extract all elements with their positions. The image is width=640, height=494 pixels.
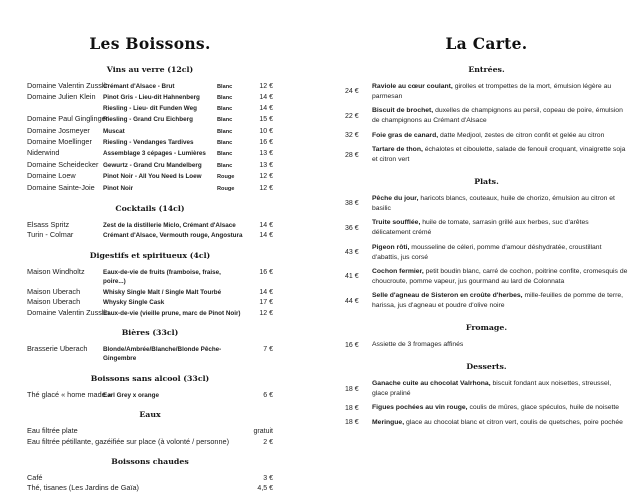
dish-name: Cochon fermier, <box>372 267 424 275</box>
menu-row <box>27 308 273 318</box>
dish-price: 18 € <box>345 385 359 393</box>
producer-name: Maison Windholtz <box>27 266 85 276</box>
drink-description: Muscat <box>103 127 125 135</box>
dish-price: 22 € <box>345 112 359 120</box>
dish-name: Pêche du jour, <box>372 194 419 202</box>
wine-color: Blanc <box>217 151 233 158</box>
dish-price: 18 € <box>345 404 359 412</box>
dish-price: 43 € <box>345 249 359 257</box>
drink-price: gratuit <box>253 428 273 436</box>
drink-price: 14 € <box>259 288 273 296</box>
drink-description: Riesling - Grand Cru Eichberg <box>103 116 193 124</box>
producer-name: Maison Uberach <box>27 297 81 307</box>
menu-section <box>345 362 628 428</box>
drink-price: 3 € <box>263 474 273 482</box>
drink-name: Thé, tisanes (Les Jardins de Gaïa) <box>27 483 139 493</box>
drink-price: 14 € <box>259 222 273 230</box>
dish-name: Foie gras de canard, <box>372 131 439 139</box>
menu-row <box>27 92 273 103</box>
section-heading: Digestifs et spiritueux (4cl) <box>89 250 211 260</box>
dish-description: mousseline de céleri, pomme d'amour déshydratée, croustillant d'abattis, jus corsé <box>372 243 602 261</box>
drink-description: Earl Grey x orange <box>103 391 159 399</box>
menu-row <box>27 344 273 364</box>
dish-text <box>372 145 628 165</box>
dish-description: mille-feuilles de pomme de terre, harissa, jus d'agneau et poudre d'olive noire <box>372 292 624 310</box>
page-title-boissons: Les Boissons. <box>89 34 211 53</box>
dish-row <box>345 340 628 350</box>
wine-color: Rouge <box>217 174 235 181</box>
section-heading: Entrées. <box>468 65 505 74</box>
dish-row <box>345 418 628 428</box>
section-heading: Fromage. <box>465 323 508 333</box>
wine-color: Rouge <box>217 185 235 192</box>
producer-name: Maison Uberach <box>27 286 81 296</box>
section-heading: Bières (33cl) <box>121 327 179 337</box>
dish-row <box>345 379 628 399</box>
dish-description: girolles et trompettes de la mort, émulsion légère au parmesan <box>372 83 612 100</box>
menu-row <box>27 183 273 194</box>
drink-description: Pinot Noir <box>103 184 134 192</box>
drink-price: 16 € <box>259 139 273 147</box>
menu-section <box>27 374 273 400</box>
dish-price: 32 € <box>345 132 359 140</box>
wine-color: Blanc <box>217 128 233 135</box>
menu-section <box>27 65 273 194</box>
drink-description: Whisky Single Malt / Single Malt Tourbé <box>103 288 222 296</box>
producer-name: Domaine Julien Klein <box>27 92 96 102</box>
drink-description: Pinot Noir - All You Need Is Loew <box>103 173 202 181</box>
dish-row <box>345 291 628 311</box>
dish-row <box>345 243 628 263</box>
producer-name: Domaine Loew <box>27 171 76 181</box>
wine-color: Blanc <box>217 140 233 147</box>
drink-description: Eaux-de-vie (vieille prune, marc de Pinot Noir) <box>103 309 241 317</box>
drink-description: Blonde/Ambrée/Blanche/Blonde Pêche-Gingembre <box>103 345 222 363</box>
carte-sections <box>345 65 628 428</box>
menu-section <box>27 410 273 447</box>
drink-price: 12 € <box>259 83 273 90</box>
drink-name: Eau filtrée pétillante, gazéifiée sur place (à volonté / personne) <box>27 436 230 446</box>
dish-text <box>372 418 628 428</box>
dish-text <box>372 291 628 311</box>
producer-name: Domaine Paul Ginglinger <box>27 114 109 124</box>
dish-text <box>372 403 628 413</box>
drink-price: 13 € <box>259 161 273 169</box>
dish-row <box>345 106 628 126</box>
menu-section <box>345 323 628 350</box>
menu-section <box>27 204 273 241</box>
dish-row <box>345 218 628 238</box>
drink-description: Riesling - Lieu- dit Funden Weg <box>103 104 197 112</box>
dish-price: 28 € <box>345 151 359 159</box>
dish-price: 41 € <box>345 273 359 281</box>
dish-description: duxelles de champignons au persil, copeau de poire, émulsion de champignons au Crémant d'Alsace <box>372 107 623 125</box>
menu-row <box>27 390 273 400</box>
drink-name: Café <box>27 472 43 482</box>
drink-description: Pinot Gris - Lieu-dit Hahnenberg <box>103 94 200 102</box>
drink-price: 12 € <box>259 184 273 192</box>
drink-price: 15 € <box>259 116 273 124</box>
drink-name: Eau filtrée plate <box>27 426 78 436</box>
drink-price: 4,5 € <box>257 485 273 493</box>
drink-price: 14 € <box>259 104 273 112</box>
dish-text <box>372 243 628 263</box>
menu-row <box>27 81 273 92</box>
menu-section <box>345 177 628 311</box>
dish-name: Meringue, <box>372 418 405 426</box>
producer-name: Domaine Josmeyer <box>27 125 90 135</box>
section-heading: Desserts. <box>466 362 507 372</box>
producer-name: Turin - Colmar <box>27 230 74 240</box>
wine-color: Blanc <box>217 162 233 169</box>
drink-price: 14 € <box>259 94 273 102</box>
dish-text <box>372 379 628 399</box>
dish-text <box>372 267 628 287</box>
dish-description: datte Medjool, zestes de citron confit et gelée au citron <box>440 131 605 139</box>
drink-description: Assemblage 3 cépages - Lumières <box>103 150 206 158</box>
wine-color: Blanc <box>217 84 233 90</box>
page-title-carte: La Carte. <box>445 34 528 53</box>
wine-color: Blanc <box>217 117 233 124</box>
menu-row <box>27 114 273 125</box>
dish-description: huile de tomate, sarrasin grillé aux herbes, suc d'arêtes délicatement crémé <box>372 219 589 237</box>
producer-name: Thé glacé « home made » <box>27 389 112 399</box>
menu-row <box>27 267 273 287</box>
producer-name: Domaine Sainte-Joie <box>27 182 95 192</box>
menu-row <box>27 126 273 137</box>
dish-price: 24 € <box>345 88 359 96</box>
dish-price: 18 € <box>345 419 359 427</box>
drink-price: 6 € <box>263 391 273 399</box>
dish-name: Ganache cuite au chocolat Valrhona, <box>372 380 491 388</box>
section-heading: Cocktails (14cl) <box>115 204 185 214</box>
dish-text <box>372 106 628 126</box>
section-heading: Eaux <box>139 410 161 420</box>
section-heading: Boissons chaudes <box>111 456 189 466</box>
drink-description: Zest de la distillerie Miclo, Crémant d'Alsace <box>103 222 236 230</box>
dish-description: haricots blancs, couteaux, huile de chorizo, émulsion au citron et basilic <box>372 194 615 212</box>
menu-row <box>27 473 273 483</box>
drink-price: 2 € <box>263 438 273 446</box>
producer-name: Domaine Scheidecker <box>27 159 99 169</box>
menu-row <box>27 104 273 114</box>
dish-name: Biscuit de brochet, <box>372 107 434 115</box>
dish-text <box>372 82 628 102</box>
menu-row <box>27 148 273 159</box>
menu-section <box>27 328 273 364</box>
menu-row <box>27 171 273 182</box>
dish-price: 38 € <box>345 200 359 208</box>
dish-description: glace au chocolat blanc et citron vert, coulis de quetsches, poire pochée <box>406 418 623 426</box>
menu-row <box>27 220 273 230</box>
wine-color: Blanc <box>217 95 233 102</box>
dish-name: Figues pochées au vin rouge, <box>372 404 468 412</box>
dish-price: 36 € <box>345 224 359 232</box>
drink-description: Eaux-de-vie de fruits (framboise, fraise, poire...) <box>103 268 221 286</box>
dish-description: petit boudin blanc, carré de cochon, poitrine confite, cromesquis de choucroute, pomme vapeur, jus gourmand au lard de Colonnata <box>372 267 628 285</box>
producer-name: Domaine Valentin Zusslin <box>27 81 110 90</box>
dish-description: échalotes et ciboulette, salade de fenouil croquant, vinaigrette soja et citron vert <box>372 146 626 164</box>
page-boissons <box>0 0 320 493</box>
menu-row <box>27 160 273 171</box>
dish-name: Pigeon rôti, <box>372 243 410 251</box>
section-heading: Vins au verre (12cl) <box>106 65 194 74</box>
drink-description: Riesling - Vendanges Tardives <box>103 139 194 147</box>
producer-name: Domaine Valentin Zusslin <box>27 307 110 317</box>
dish-row <box>345 82 628 102</box>
dish-price: 44 € <box>345 297 359 305</box>
producer-name: Domaine Moellinger <box>27 137 92 147</box>
section-heading: Plats. <box>474 176 499 186</box>
dish-name: Raviole au cœur coulant, <box>372 83 453 90</box>
dish-text <box>372 131 628 141</box>
dish-row <box>345 145 628 165</box>
boissons-sections <box>27 65 273 494</box>
drink-price: 10 € <box>259 127 273 135</box>
dish-row <box>345 131 628 141</box>
dish-row <box>345 403 628 413</box>
drink-price: 12 € <box>259 173 273 181</box>
section-heading: Boissons sans alcool (33cl) <box>90 373 210 383</box>
drink-price: 16 € <box>259 268 273 276</box>
menu-section <box>345 65 628 165</box>
dish-row <box>345 194 628 214</box>
menu-row <box>27 426 273 436</box>
menu-row <box>27 287 273 297</box>
wine-color: Blanc <box>217 105 233 112</box>
producer-name: Elsass Spritz <box>27 220 70 230</box>
drink-description: Whysky Single Cask <box>103 299 165 307</box>
menu-row <box>27 230 273 240</box>
drink-price: 17 € <box>259 299 273 307</box>
drink-description: Crémant d'Alsace, Vermouth rouge, Angostura <box>103 232 243 240</box>
producer-name: Niderwind <box>27 148 60 158</box>
drink-description: Crémant d'Alsace - Brut <box>103 83 175 90</box>
dish-row <box>345 267 628 287</box>
drink-price: 13 € <box>259 150 273 158</box>
dish-description: biscuit fondant aux noisettes, streussel, glace praliné <box>372 380 612 398</box>
menu-section <box>27 457 273 494</box>
dish-name: Selle d'agneau de Sisteron en croûte d'herbes, <box>372 292 523 300</box>
drink-price: 12 € <box>259 309 273 317</box>
dish-price: 16 € <box>345 341 359 349</box>
dish-description: Assiette de 3 fromages affinés <box>372 341 464 349</box>
dish-text <box>372 194 628 214</box>
dish-text <box>372 218 628 238</box>
menu-section <box>27 251 273 318</box>
drink-price: 7 € <box>263 345 273 353</box>
dish-description: coulis de mûres, glace spéculos, huile de noisette <box>469 404 620 412</box>
dish-name: Truite soufflée, <box>372 219 421 227</box>
menu-row <box>27 137 273 148</box>
drink-description: Gewurtz - Grand Cru Mandelberg <box>103 161 202 169</box>
menu-row <box>27 437 273 447</box>
menu-row <box>27 297 273 307</box>
producer-name: Brasserie Uberach <box>27 343 88 353</box>
dish-text <box>372 340 628 350</box>
menu-row <box>27 483 273 493</box>
drink-price: 14 € <box>259 232 273 240</box>
dish-name: Tartare de thon, <box>372 146 423 154</box>
page-carte <box>320 0 640 452</box>
